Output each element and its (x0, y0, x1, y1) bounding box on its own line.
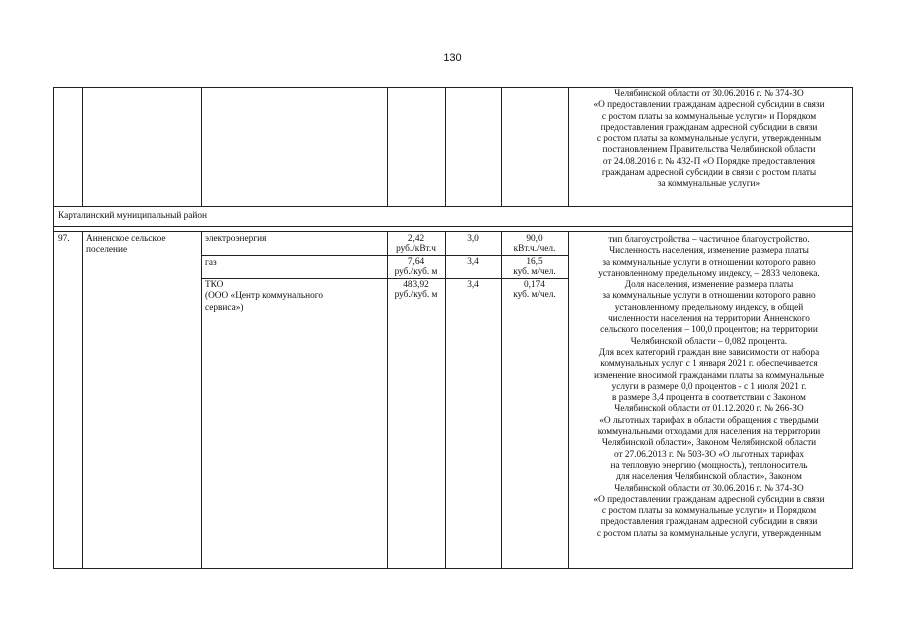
norm-unit: куб. м/чел. (513, 290, 556, 300)
norm-unit: кВт.ч./чел. (513, 244, 556, 254)
entry-notes: тип благоустройства – частичное благоустройство. Численность населения, изменение размера платы за коммунальные услуги в отношении которого равно установленному предельному индексу, – 2833 человека. Доля населения, изменение размера платы за коммунальные услуги в отношении которого равно установленному предельному индексу, в общей численности населения на территории Анненского сельского поселения – 100,0 процентов; на территории Челябинской области – 0,082 процента. Для всех категорий граждан вне зависимости от набора коммунальных услуг с 1 января 2021 г. обеспечивается изменение вносимой гражданами платы за коммунальные услуги в размере 0,0 процентов - с 1 июля 2021 г. в размере 3,4 процента в соответствии с Законом Челябинской области от 01.12.2020 г. № 266-ЗО «О льготных тарифах в области обращения с твердыми коммунальными отходами для населения на территории Челябинской области», Законом Челябинской области от 27.06.2013 г. № 503-ЗО «О льготных тарифах на тепловую энергию (мощность), теплоноситель для населения Челябинской области», Законом Челябинской области от 30.06.2016 г. № 374-ЗО «О предоставлении гражданам адресной субсидии в связи с ростом платы за коммунальные услуги» и Порядком предоставления гражданам адресной субсидии в связи с ростом платы за коммунальные услуги, утвержденным (593, 235, 825, 539)
service-name: газ (205, 258, 217, 268)
norm-unit: куб. м/чел. (513, 267, 556, 277)
increase-percent: 3,4 (467, 280, 479, 290)
norm-value: 16,5 (526, 257, 543, 267)
tariff-value: 483,92 (403, 280, 429, 290)
tariff-unit: руб./куб. м (394, 267, 438, 277)
continuation-notes: Челябинской области от 30.06.2016 г. № 374-ЗО «О предоставлении гражданам адресной субсидии в связи с ростом платы за коммунальные услуги» и Порядком предоставления гражданам адресной субсидии в связи с ростом платы за коммунальные услуги, утвержденным постановлением Правительства Челябинской области от 24.08.2016 г. № 432-П «О Порядке предоставления гражданам адресной субсидии в связи с ростом платы за коммунальные услуги» (593, 89, 825, 190)
service-name: ТКО (ООО «Центр коммунального сервиса») (205, 280, 324, 313)
tariff-value: 7,64 (407, 257, 425, 267)
increase-percent: 3,4 (467, 257, 479, 267)
continuation-row (54, 88, 852, 207)
settlement-name: Анненское сельское поселение (86, 234, 166, 256)
page-number: 130 (443, 52, 462, 64)
row-number: 97. (58, 234, 70, 244)
tariff-table (53, 87, 853, 569)
increase-percent: 3,0 (467, 234, 479, 244)
district-name: Карталинский муниципальный район (58, 211, 208, 221)
district-row (54, 207, 852, 227)
norm-value: 0,174 (524, 280, 545, 290)
tariff-unit: руб./куб. м (394, 290, 438, 300)
tariff-unit: руб./кВт.ч (396, 244, 436, 254)
norm-value: 90,0 (526, 234, 543, 244)
service-name: электроэнергия (205, 234, 267, 244)
tariff-value: 2,42 (407, 234, 425, 244)
entry-row (54, 232, 852, 568)
